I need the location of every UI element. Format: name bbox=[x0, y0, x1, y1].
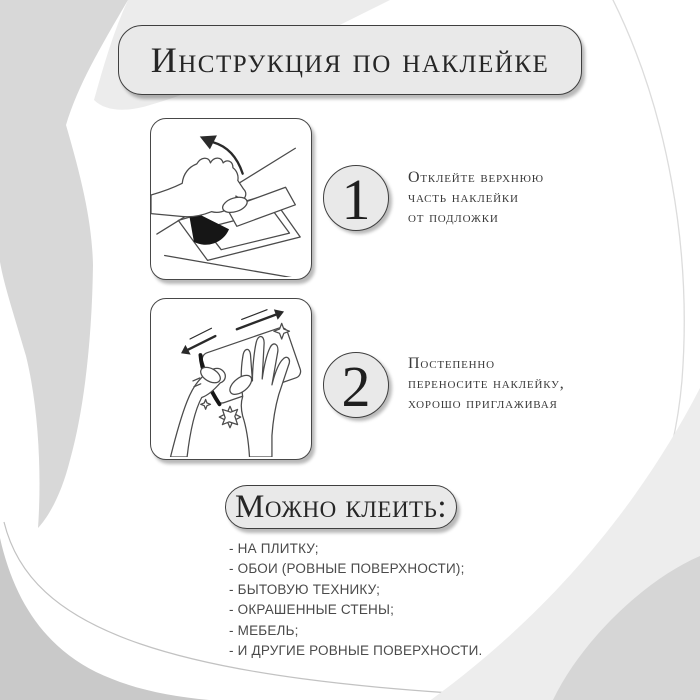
step1-number: 1 bbox=[341, 167, 371, 232]
step2-number: 2 bbox=[341, 354, 371, 419]
can-glue-item: - МЕБЕЛЬ; bbox=[229, 622, 299, 638]
peel-sticker-illustration bbox=[151, 119, 309, 277]
step2-illustration bbox=[150, 298, 312, 460]
surface-bottom-line bbox=[165, 256, 305, 277]
step2-line: переносите наклейку, bbox=[408, 375, 565, 392]
can-glue-item: - ОКРАШЕННЫЕ СТЕНЫ; bbox=[229, 602, 395, 618]
step1-illustration bbox=[150, 118, 312, 280]
step1-line: часть наклейки bbox=[408, 189, 519, 206]
step2-line: Постепенно bbox=[408, 355, 495, 372]
step2-text bbox=[408, 354, 565, 414]
can-glue-item: - И ДРУГИЕ РОВНЫЕ ПОВЕРХНОСТИ. bbox=[229, 643, 483, 659]
step1-line: от подложки bbox=[408, 209, 499, 226]
sparkle-icon bbox=[201, 399, 211, 409]
sparkle-icon bbox=[274, 323, 290, 339]
can-glue-item: - ОБОИ (РОВНЫЕ ПОВЕРХНОСТИ); bbox=[229, 561, 465, 577]
burst-star-icon bbox=[215, 402, 245, 432]
arrow-left-thin-line bbox=[190, 328, 211, 339]
swirl-bottom-left bbox=[0, 538, 232, 700]
can-glue-heading-box bbox=[225, 485, 457, 529]
right-hand-icon bbox=[241, 337, 289, 457]
arrow-right-icon bbox=[237, 315, 276, 330]
can-glue-item: - НА ПЛИТКУ; bbox=[229, 541, 319, 556]
can-glue-list bbox=[229, 539, 482, 661]
can-glue-item: - БЫТОВУЮ ТЕХНИКУ; bbox=[229, 581, 381, 597]
smooth-sticker-illustration bbox=[151, 299, 309, 457]
title-box bbox=[118, 25, 582, 95]
page-title: Инструкция по наклейке bbox=[150, 40, 550, 80]
step1-line: Отклейте верхнюю bbox=[408, 169, 544, 186]
step2-line: хорошо приглаживая bbox=[408, 395, 558, 412]
step1-text bbox=[408, 168, 544, 228]
step1-number-badge bbox=[323, 165, 389, 231]
can-glue-heading: Можно клеить: bbox=[235, 488, 447, 525]
arrow-right-thin-line bbox=[242, 310, 267, 320]
step2-number-badge bbox=[323, 352, 389, 418]
